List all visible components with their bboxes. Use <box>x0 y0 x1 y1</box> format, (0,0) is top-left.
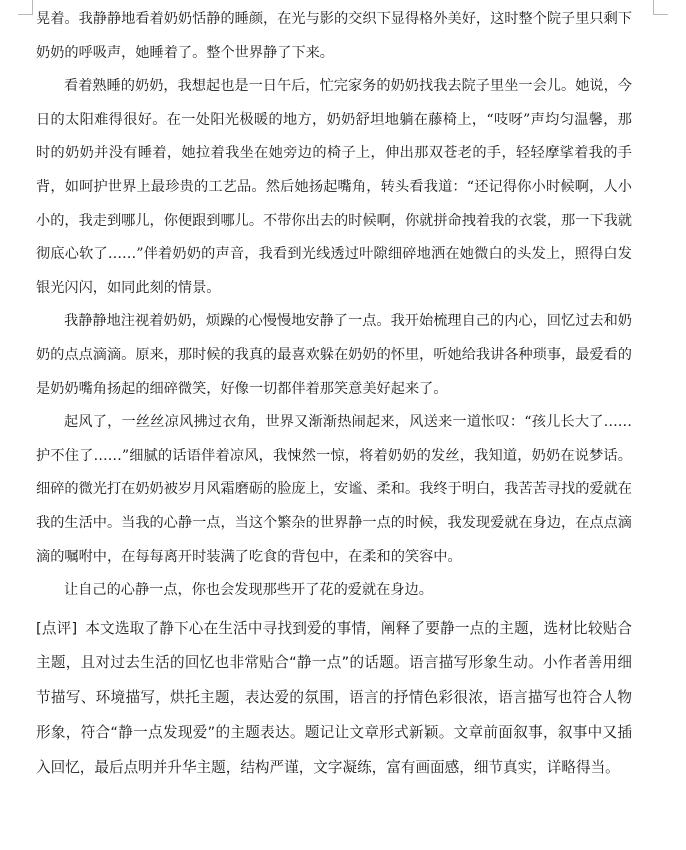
essay-paragraph-2: 看着熟睡的奶奶，我想起也是一日午后，忙完家务的奶奶找我去院子里坐一会儿。她说，今日的太阳难得很好。在一处阳光极暖的地方，奶奶舒坦地躺在藤椅上，“吱呀”声均匀温馨，那时的奶奶并没有睡着，她拉着我坐在她旁边的椅子上，伸出那双苍老的手，轻轻摩挲着我的手背，如呵护世界上最珍贵的工艺品。然后她扬起嘴角，转头看我道：“还记得你小时候啊，人小小的，我走到哪儿，你便跟到哪儿。不带你出去的时候啊，你就拼命拽着我的衣裳，那一下我就彻底心软了……”伴着奶奶的声音，我看到光线透过叶隙细碎地洒在她微白的头发上，照得白发银光闪闪，如同此刻的情景。 <box>36 78 632 296</box>
commentary-text: 本文选取了静下心在生活中寻找到爱的事情，阐释了要静一点的主题，选材比较贴合主题，且对过去生活的回忆也非常贴合“静一点”的话题。语言描写形象生动。小作者善用细节描写、环境描写，烘托主题，表达爱的氛围，语言的抒情色彩很浓，语言描写也符合人物形象，符合“静一点发现爱”的主题表达。题记让文章形式新颖。文章前面叙事，叙事中又插入回忆，最后点明并升华主题，结构严谨，文字凝练，富有画面感，细节真实，详略得当。 <box>36 619 632 776</box>
essay-paragraph-4: 起风了，一丝丝凉风拂过衣角，世界又渐渐热闹起来，风送来一道怅叹：“孩儿长大了……护不住了……”细腻的话语伴着凉风，我悚然一惊，将着奶奶的发丝，我知道，奶奶在说梦话。细碎的微光打在奶奶被岁月风霜磨砺的脸庞上，安谧、柔和。我终于明白，我苦苦寻找的爱就在我的生活中。当我的心静一点，当这个繁杂的世界静一点的时候，我发现爱就在身边，在点点滴滴的嘱咐中，在每每离开时装满了吃食的背包中，在柔和的笑容中。 <box>36 414 632 565</box>
essay-body <box>36 3 632 608</box>
page-corner-mark-right <box>653 0 668 15</box>
essay-paragraph-3: 我静静地注视着奶奶，烦躁的心慢慢地安静了一点。我开始梳理自己的内心，回忆过去和奶奶的点点滴滴。原来，那时候的我真的最喜欢躲在奶奶的怀里，听她给我讲各种琐事，最爱看的是奶奶嘴角扬起的细碎微笑，好像一切都伴着那笑意美好起来了。 <box>36 313 632 397</box>
page-corner-mark-left <box>18 0 33 15</box>
essay-paragraph-5: 让自己的心静一点，你也会发现那些开了花的爱就在身边。 <box>64 582 433 599</box>
commentary-tag: [点评] <box>36 619 78 637</box>
essay-paragraph-1: 晃着。我静静地看着奶奶恬静的睡颜，在光与影的交织下显得格外美好，这时整个院子里只剩下奶奶的呼吸声，她睡着了。整个世界静了下来。 <box>36 11 632 61</box>
commentary-paragraph <box>36 612 632 786</box>
commentary-section <box>36 612 632 786</box>
document-page <box>36 0 632 786</box>
